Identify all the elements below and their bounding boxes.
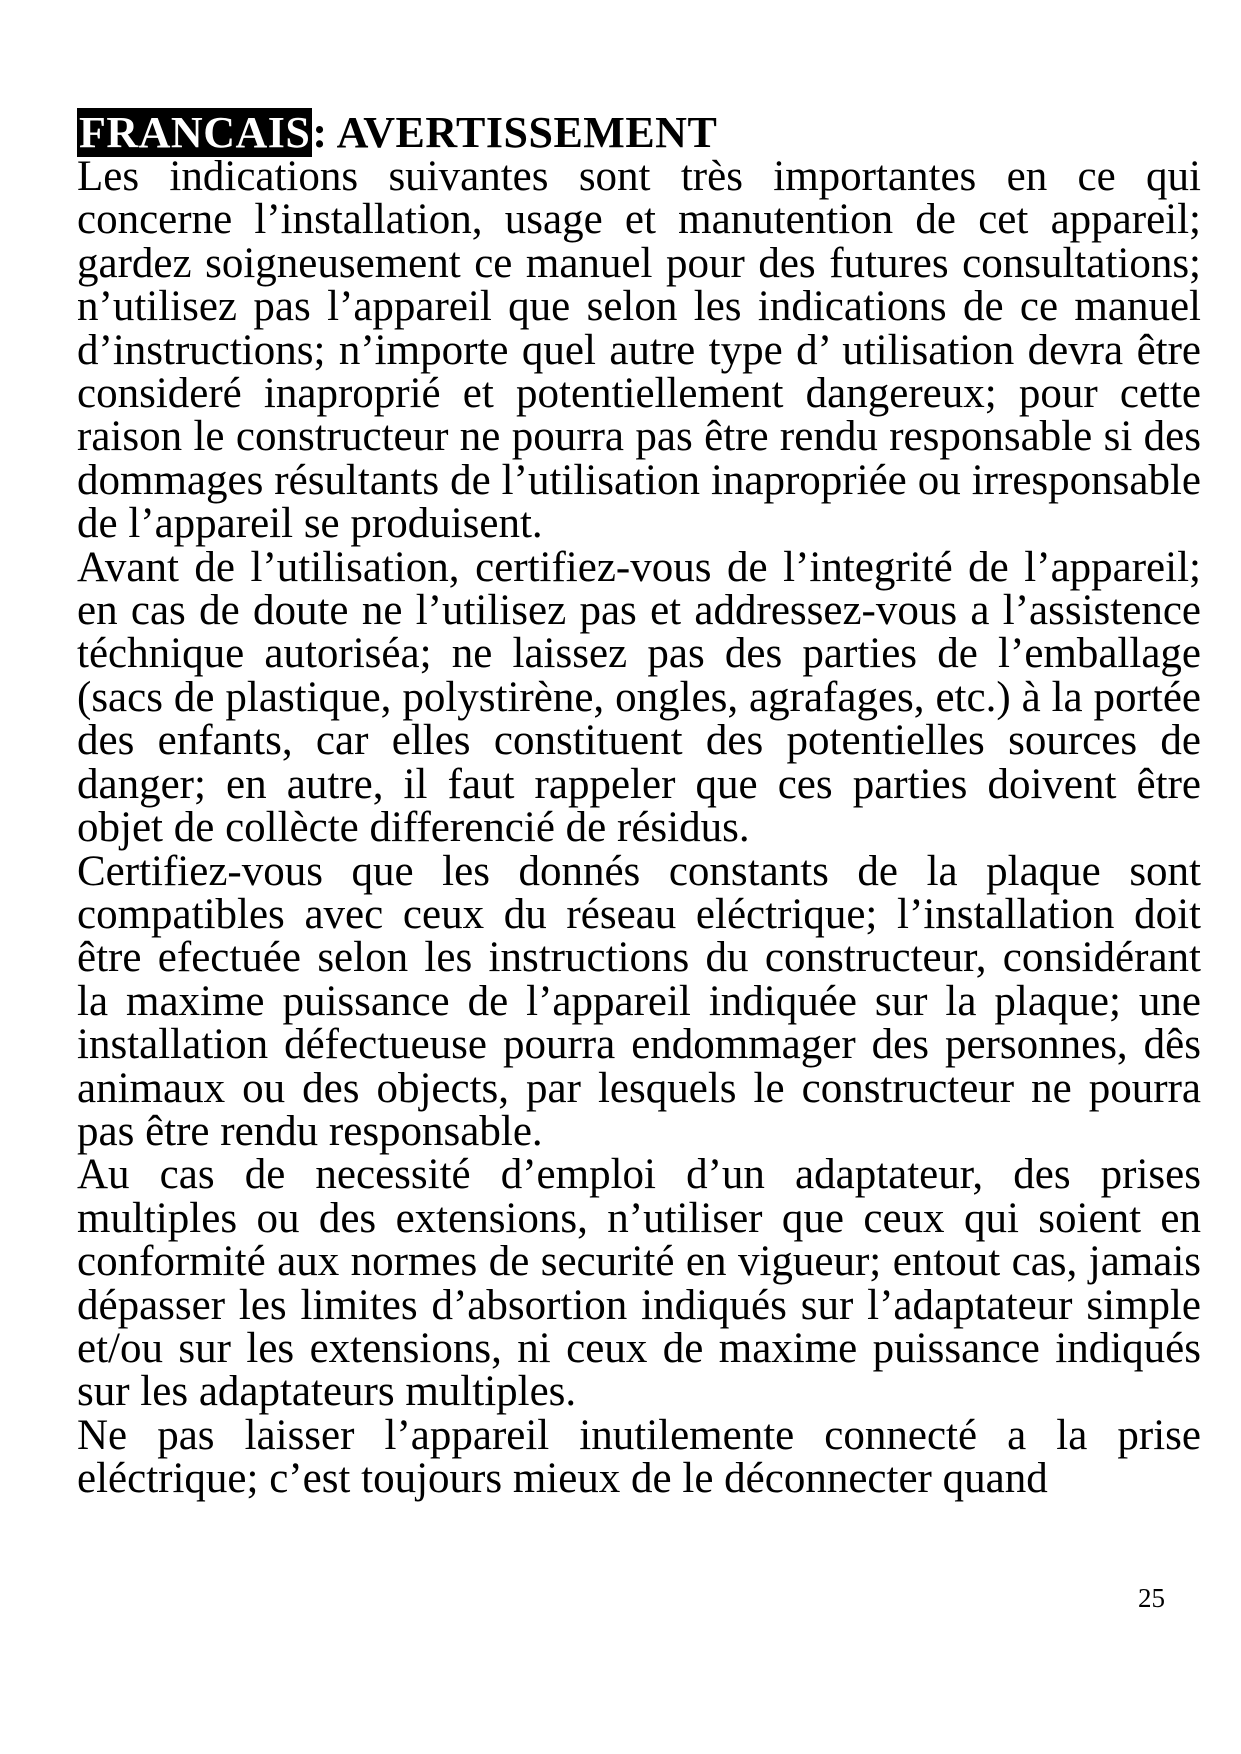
paragraph-before-use: Avant de l’utilisation, certifiez-vous de l’integrité de l’appareil; en cas de doute ne l’utilisez pas et addressez-vous a l’assistence téchnique autoriséa; ne laissez pas des parties de l’emballage (sacs de plastique, polystirène, ongles, agrafages, etc.) à la portée des enfants, car elles constituent des potentielles sources de danger; en autre, il faut rappeler que ces parties doivent être objet de collècte differencié de résidus. <box>77 543 1201 852</box>
paragraph-installation: Certifiez-vous que les donnés constants de la plaque sont compatibles avec ceux du réseau eléctrique; l’installation doit être efectuée selon les instructions du constructeur, considérant la maxime puissance de l’appareil indiquée sur la plaque; une installation défectueuse pourra endommager des personnes, dês animaux ou des objects, par lesquels le constructeur ne pourra pas être rendu responsable. <box>77 847 1201 1155</box>
paragraph-general-indications: Les indications suivantes sont très importantes en ce qui concerne l’installation, usage et manutention de cet appareil; gardez soigneusement ce manuel pour des futures consultations; n’utilisez pas l’appareil que selon les indications de ce manuel d’instructions; n’importe quel autre type d’ utilisation devra être consideré inaproprié et potentiellement dangereux; pour cette raison le constructeur ne pourra pas être rendu responsable si des dommages résultants de l’utilisation inapropriée ou irresponsable de l’appareil se produisent. <box>77 153 1201 548</box>
heading-separator: : <box>312 108 337 157</box>
paragraph-disconnect: Ne pas laisser l’appareil inutilemente connecté a la prise eléctrique; c’est toujours mieux de le déconnecter quand <box>77 1411 1201 1503</box>
section-heading <box>77 107 717 159</box>
warning-text-body <box>77 155 1201 1501</box>
page-number: 25 <box>1138 1583 1165 1613</box>
heading-title: AVERTISSEMENT <box>336 108 718 157</box>
language-label: FRANCAIS <box>79 108 311 157</box>
paragraph-adapters: Au cas de necessité d’emploi d’un adaptateur, des prises multiples ou des extensions, n’utiliser que ceux qui soient en conformité aux normes de securité en vigueur; entout cas, jamais dépasser les limites d’absortion indiqués sur l’adaptateur simple et/ou sur les extensions, ni ceux de maxime puissance indiqués sur les adaptateurs multiples. <box>77 1151 1201 1416</box>
